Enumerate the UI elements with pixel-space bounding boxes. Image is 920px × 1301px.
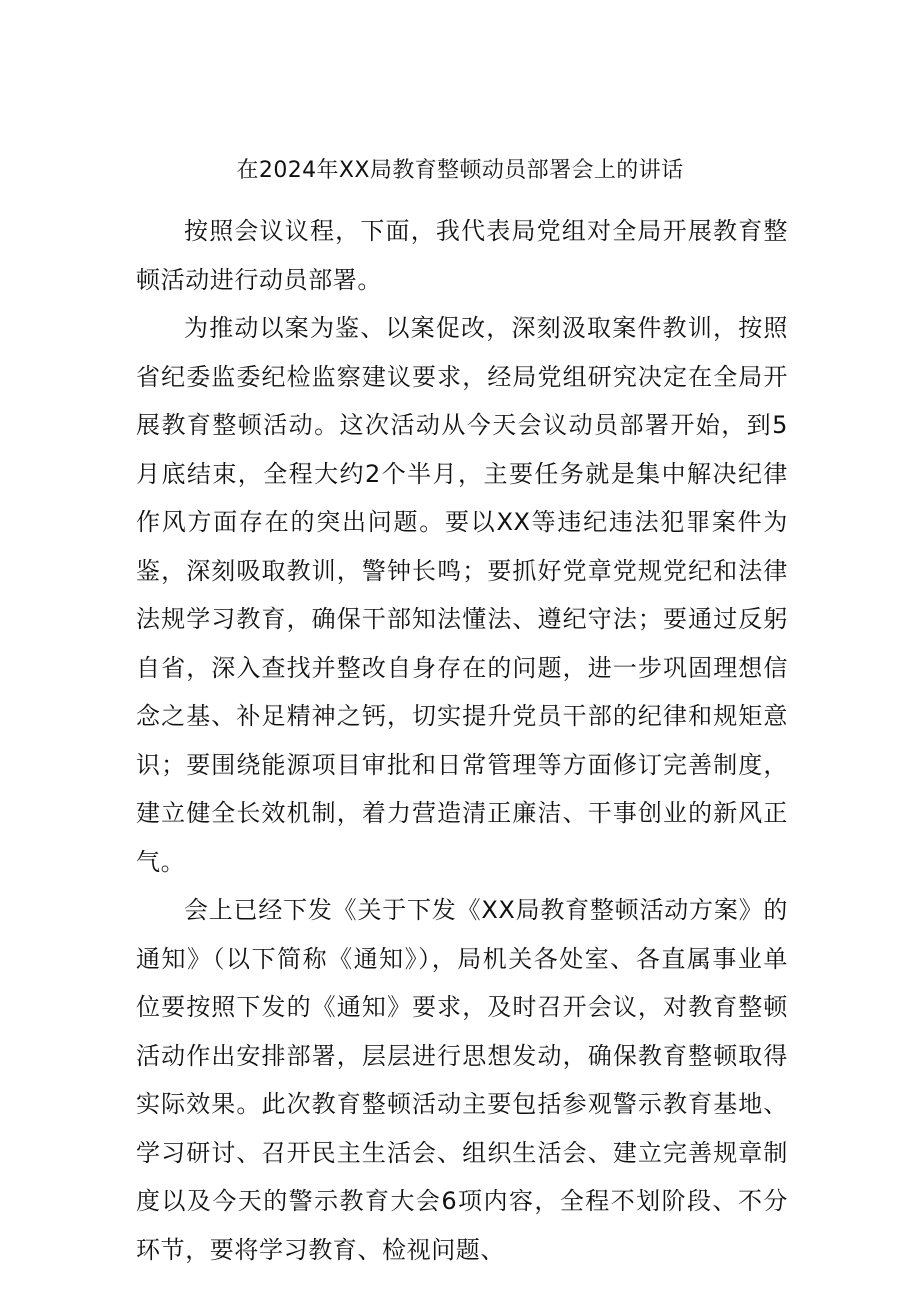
paragraph-1: 按照会议议程，下面，我代表局党组对全局开展教育整顿活动进行动员部署。 (136, 217, 788, 294)
paragraph-3: 会上已经下发《关于下发《XX局教育整顿活动方案》的通知》（以下简称《通知》），局机关各处室、各直属事业单位要按照下发的《通知》要求，及时召开会议，对教育整顿活动作出安排部署，层层进行思想发动，确保教育整顿取得实际效果。此次教育整顿活动主要包括参观警示教育基地、学习研讨、召开民主生活会、组织生活会、建立完善规章制度以及今天的警示教育大会6项内容，全程不划阶段、不分环节，要将学习教育、检视问题、 (136, 896, 788, 1264)
document-body (136, 207, 788, 1274)
document-title: 在2024年XX局教育整顿动员部署会上的讲话 (236, 158, 684, 183)
paragraph-2: 为推动以案为鉴、以案促改，深刻汲取案件教训，按照省纪委监委纪检监察建议要求，经局党组研究决定在全局开展教育整顿活动。这次活动从今天会议动员部署开始，到5月底结束，全程大约2个半月，主要任务就是集中解决纪律作风方面存在的突出问题。要以XX等违纪违法犯罪案件为鉴，深刻吸取教训，警钟长鸣；要抓好党章党规党纪和法律法规学习教育，确保干部知法懂法、遵纪守法；要通过反躬自省，深入查找并整改自身存在的问题，进一步巩固理想信念之基、补足精神之钙，切实提升党员干部的纪律和规矩意识；要围绕能源项目审批和日常管理等方面修订完善制度，建立健全长效机制，着力营造清正廉洁、干事创业的新风正气。 (136, 314, 788, 876)
